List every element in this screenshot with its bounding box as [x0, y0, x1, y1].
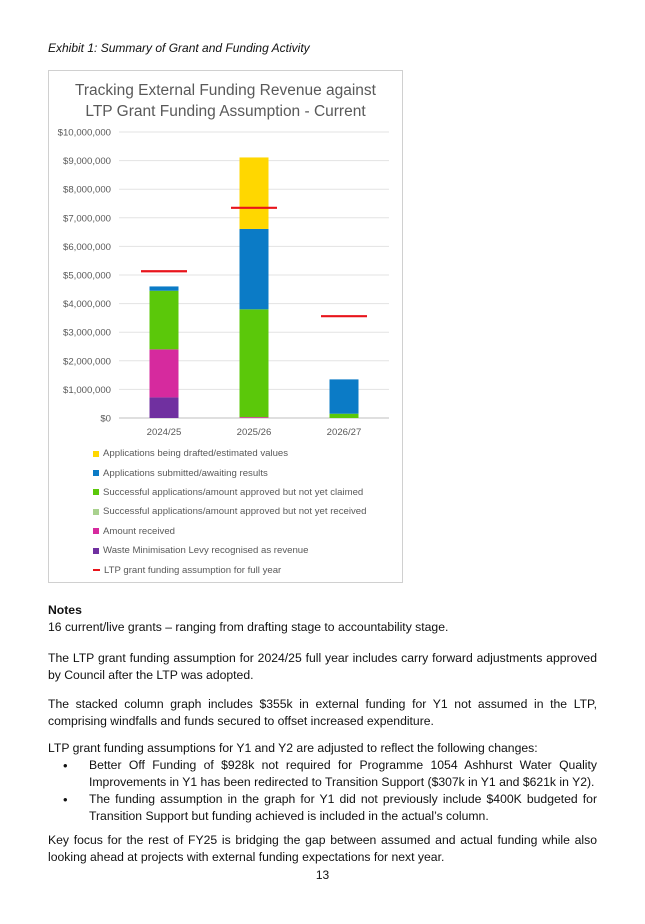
y-tick-label: $8,000,000: [62, 184, 111, 196]
list-item: • Better Off Funding of $928k not required for Programme 1054 Ashhurst Water Quality Improvements in Y1 has been redirected to Transition Support ($307k in Y1 and $621k in Y2).: [89, 757, 597, 791]
notes-paragraph-5: Key focus for the rest of FY25 is bridging the gap between assumed and actual funding while also looking ahead at projects with external funding expectations for next year.: [48, 833, 597, 864]
legend-item: [93, 483, 366, 502]
legend-label: Waste Minimisation Levy recognised as revenue: [103, 545, 309, 557]
legend-label: Amount received: [103, 525, 175, 537]
legend-swatch: [93, 451, 99, 457]
bar-segment: [150, 349, 179, 397]
y-tick-label: $10,000,000: [57, 127, 111, 139]
legend-swatch: [93, 489, 99, 495]
chart-title-line-1: Tracking External Funding Revenue against: [75, 82, 376, 99]
y-tick-label: $4,000,000: [62, 299, 111, 311]
page-number: 13: [315, 868, 330, 882]
y-tick-label: $3,000,000: [62, 327, 111, 339]
bar-segment: [330, 379, 359, 413]
y-tick-label: $0: [100, 413, 111, 425]
chart-title-line-2: LTP Grant Funding Assumption - Current: [85, 103, 366, 120]
bar-segment: [150, 291, 179, 350]
legend-label: Applications submitted/awaiting results: [103, 467, 268, 479]
bar-segment: [240, 417, 269, 418]
y-tick-label: $6,000,000: [62, 241, 111, 253]
legend-swatch: [93, 470, 99, 476]
bar-segment: [330, 414, 359, 418]
legend-label: Applications being drafted/estimated values: [103, 448, 289, 460]
x-tick-label: 2025/26: [236, 427, 272, 438]
x-tick-label: 2026/27: [326, 427, 362, 438]
notes-paragraph-1: 16 current/live grants – ranging from drafting stage to accountability stage.: [48, 620, 449, 634]
legend-item: [93, 463, 366, 482]
x-tick-label: 2024/25: [146, 427, 182, 438]
bar-segment: [150, 397, 179, 418]
chart-plot: [49, 71, 402, 441]
legend-label: Successful applications/amount approved but not yet claimed: [103, 486, 364, 498]
legend-item: [93, 502, 366, 521]
bar-segment: [150, 286, 179, 290]
notes-heading: Notes: [48, 603, 82, 617]
y-tick-label: $1,000,000: [62, 384, 111, 396]
funding-chart: [48, 70, 403, 583]
legend-swatch: [93, 509, 99, 515]
legend-swatch: [93, 569, 100, 571]
legend-label: Successful applications/amount approved but not yet received: [103, 506, 367, 518]
chart-legend: [93, 444, 366, 580]
y-tick-label: $7,000,000: [62, 213, 111, 225]
legend-label: LTP grant funding assumption for full year: [104, 564, 282, 576]
y-tick-label: $9,000,000: [62, 156, 111, 168]
legend-swatch: [93, 528, 99, 534]
bar-segment: [240, 309, 269, 417]
legend-swatch: [93, 548, 99, 554]
y-tick-label: $2,000,000: [62, 356, 111, 368]
legend-item: [93, 560, 366, 579]
legend-item: [93, 522, 366, 541]
notes-paragraph-4: LTP grant funding assumptions for Y1 and Y2 are adjusted to reflect the following changes:: [48, 741, 538, 755]
notes-paragraph-3: The stacked column graph includes $355k in external funding for Y1 not assumed in the LTP, comprising windfalls and funds secured to offset increased expenditure.: [48, 697, 597, 728]
legend-item: [93, 541, 366, 560]
bar-segment: [240, 229, 269, 309]
list-item: • The funding assumption in the graph for Y1 did not previously include $400K budgeted for Transition Support but funding achieved is included in the actual’s column.: [89, 791, 597, 825]
exhibit-caption: Exhibit 1: Summary of Grant and Funding Activity: [48, 41, 310, 55]
notes-paragraph-2: The LTP grant funding assumption for 2024/25 full year includes carry forward adjustments approved by Council after the LTP was adopted.: [48, 651, 597, 682]
bar-segment: [240, 157, 269, 229]
legend-item: [93, 444, 366, 463]
y-tick-label: $5,000,000: [62, 270, 111, 282]
